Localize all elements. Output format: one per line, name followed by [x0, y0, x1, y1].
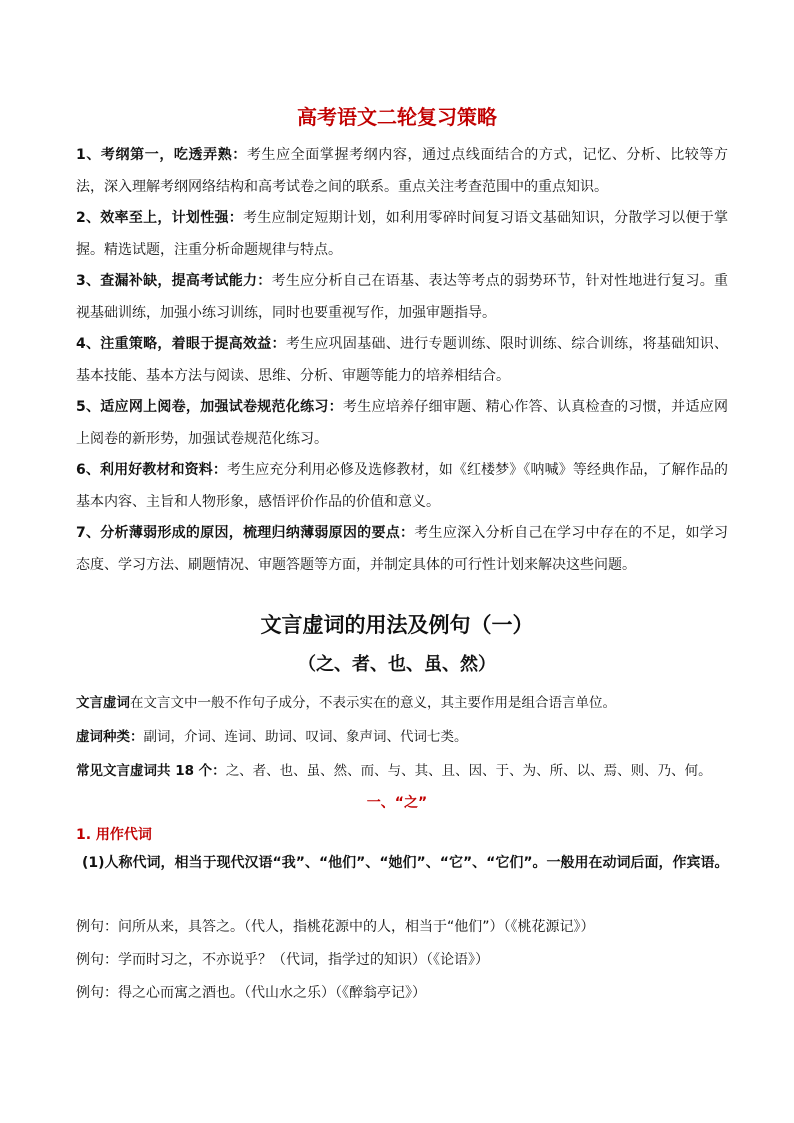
strategy-head: 1、考纲第一，吃透弄熟： [76, 147, 247, 163]
strategy-item-1 [76, 140, 728, 203]
strategy-item-7 [76, 518, 728, 581]
strategy-head: 2、效率至上，计划性强： [76, 210, 244, 226]
usage-description: (1)人称代词，相当于现代汉语“我”、“他们”、“她们”、“它”、“它们”。一般用在动词后面，作宾语。 [82, 855, 729, 871]
example-line: 例句：问所从来，具答之。（代人，指桃花源中的人，相当于“他们”）（《桃花源记》） [76, 919, 595, 935]
kinds-line [76, 727, 736, 747]
strategy-item-3 [76, 266, 728, 329]
strategy-body: 考生应制定短期计划，如利用零碎时间复习语文基础知识，分散学习以便于掌握。精选试题，注重分析命题规律与特点。 [76, 210, 728, 258]
strategy-head: 6、利用好教材和资料： [76, 462, 227, 478]
strategy-body: 考生应全面掌握考纲内容，通过点线面结合的方式，记忆、分析、比较等方法，深入理解考纲网络结构和高考试卷之间的联系。重点关注考查范围中的重点知识。 [76, 147, 728, 195]
section-subtitle: （之、者、也、虽、然） [298, 654, 496, 675]
example-line: 例句：学而时习之，不亦说乎？（代词，指学过的知识）（《论语》） [76, 952, 489, 968]
strategy-head: 3、查漏补缺，提高考试能力： [76, 273, 272, 289]
section-title: 文言虚词的用法及例句（一） [260, 612, 534, 637]
strategy-item-4 [76, 329, 728, 392]
part-heading: 一、“之” [366, 795, 428, 811]
kinds-body: 副词，介词、连词、助词、叹词、象声词、代词七类。 [143, 729, 468, 745]
strategy-body: 考生应培养仔细审题、精心作答、认真检查的习惯，并适应网上阅卷的新形势，加强试卷规范化练习。 [76, 399, 728, 447]
intro-line [76, 693, 736, 713]
strategy-head: 7、分析薄弱形成的原因，梳理归纳薄弱原因的要点： [76, 525, 415, 541]
usage-heading: 1. 用作代词 [76, 827, 152, 843]
common-head: 常见文言虚词共 18 个： [76, 763, 226, 779]
strategy-body: 考生应分析自己在语基、表达等考点的弱势环节，针对性地进行复习。重视基础训练，加强小练习训练，同时也要重视写作，加强审题指导。 [76, 273, 728, 321]
strategy-body: 考生应充分利用必修及选修教材，如《红楼梦》《呐喊》等经典作品，了解作品的基本内容、主旨和人物形象，感悟评价作品的价值和意义。 [76, 462, 728, 510]
strategy-head: 4、注重策略，着眼于提高效益： [76, 336, 286, 352]
example-line: 例句：得之心而寓之酒也。（代山水之乐）（《醉翁亭记》） [76, 985, 426, 1001]
strategy-item-2 [76, 203, 728, 266]
page-title: 高考语文二轮复习策略 [297, 105, 497, 129]
common-line [76, 761, 736, 781]
kinds-head: 虚词种类： [76, 729, 144, 745]
intro-body: 在文言文中一般不作句子成分，不表示实在的意义，其主要作用是组合语言单位。 [130, 695, 616, 711]
intro-head: 文言虚词 [76, 695, 130, 711]
strategy-head: 5、适应网上阅卷，加强试卷规范化练习： [76, 399, 343, 415]
strategy-item-6 [76, 455, 728, 518]
strategy-body: 考生应巩固基础、进行专题训练、限时训练、综合训练，将基础知识、基本技能、基本方法与阅读、思维、分析、审题等能力的培养相结合。 [76, 336, 728, 384]
strategy-item-5 [76, 392, 728, 455]
common-body: 之、者、也、虽、然、而、与、其、且、因、于、为、所、以、焉、则、乃、何。 [225, 763, 712, 779]
strategy-body: 考生应深入分析自己在学习中存在的不足，如学习态度、学习方法、刷题情况、审题答题等方面，并制定具体的可行性计划来解决这些问题。 [76, 525, 728, 573]
